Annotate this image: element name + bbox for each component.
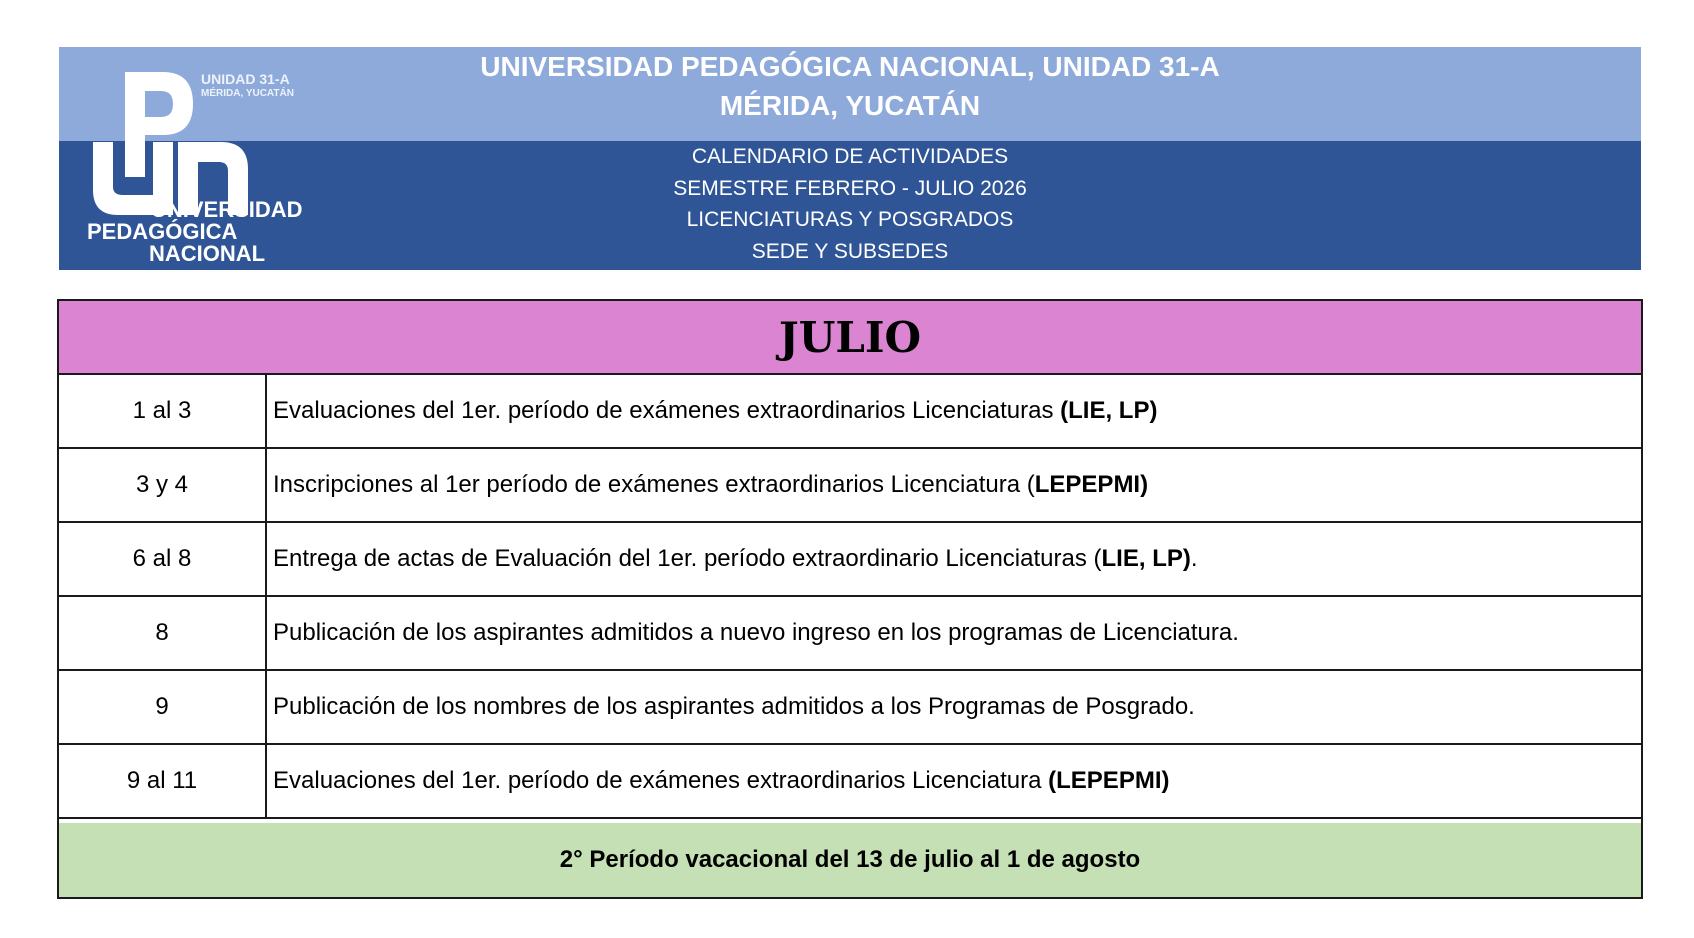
month-title: JULIO — [59, 301, 1641, 375]
logo-line2: PEDAGÓGICA — [87, 219, 238, 244]
upn-logo — [87, 67, 393, 267]
semester-heading: SEMESTRE FEBRERO - JULIO 2026 — [673, 177, 1027, 200]
row-description: Evaluaciones del 1er. período de exámenes extraordinarios Licenciaturas (LIE, LP) — [273, 397, 1158, 424]
table-row — [59, 745, 1641, 819]
document-header — [59, 47, 1641, 270]
logo-line1: UNIVERSIDAD — [151, 197, 303, 222]
table-row — [59, 375, 1641, 449]
row-date: 8 — [59, 597, 267, 669]
row-description: Evaluaciones del 1er. período de exámenes extraordinarios Licenciatura (LEPEPMI) — [273, 767, 1170, 794]
campus-heading: SEDE Y SUBSEDES — [751, 240, 949, 263]
university-title: UNIVERSIDAD PEDAGÓGICA NACIONAL, UNIDAD 31-A — [480, 51, 1220, 82]
calendar-heading: CALENDARIO DE ACTIVIDADES — [691, 145, 1009, 168]
table-row — [59, 449, 1641, 523]
city-title: MÉRIDA, YUCATÁN — [719, 90, 981, 121]
row-date: 1 al 3 — [59, 375, 267, 447]
row-date: 3 y 4 — [59, 449, 267, 521]
row-description: Inscripciones al 1er período de exámenes extraordinarios Licenciatura (LEPEPMI) — [273, 471, 1149, 498]
calendar-table — [57, 299, 1643, 899]
table-row — [59, 523, 1641, 597]
row-date: 9 al 11 — [59, 745, 267, 817]
programs-heading: LICENCIATURAS Y POSGRADOS — [686, 208, 1014, 231]
row-date: 6 al 8 — [59, 523, 267, 595]
logo-unit-text: UNIDAD 31-A — [201, 71, 290, 87]
row-description: Publicación de los nombres de los aspirantes admitidos a los Programas de Posgrado. — [273, 693, 1195, 720]
row-description: Entrega de actas de Evaluación del 1er. período extraordinario Licenciaturas (LIE, LP). — [273, 545, 1198, 572]
logo-place-text: MÉRIDA, YUCATÁN — [201, 88, 294, 99]
table-row — [59, 597, 1641, 671]
table-row — [59, 671, 1641, 745]
vacation-footer: 2° Período vacacional del 13 de julio al 1 de agosto — [59, 823, 1641, 897]
logo-line3: NACIONAL — [149, 241, 266, 266]
row-description: Publicación de los aspirantes admitidos a nuevo ingreso en los programas de Licenciatura. — [273, 619, 1239, 646]
row-date: 9 — [59, 671, 267, 743]
